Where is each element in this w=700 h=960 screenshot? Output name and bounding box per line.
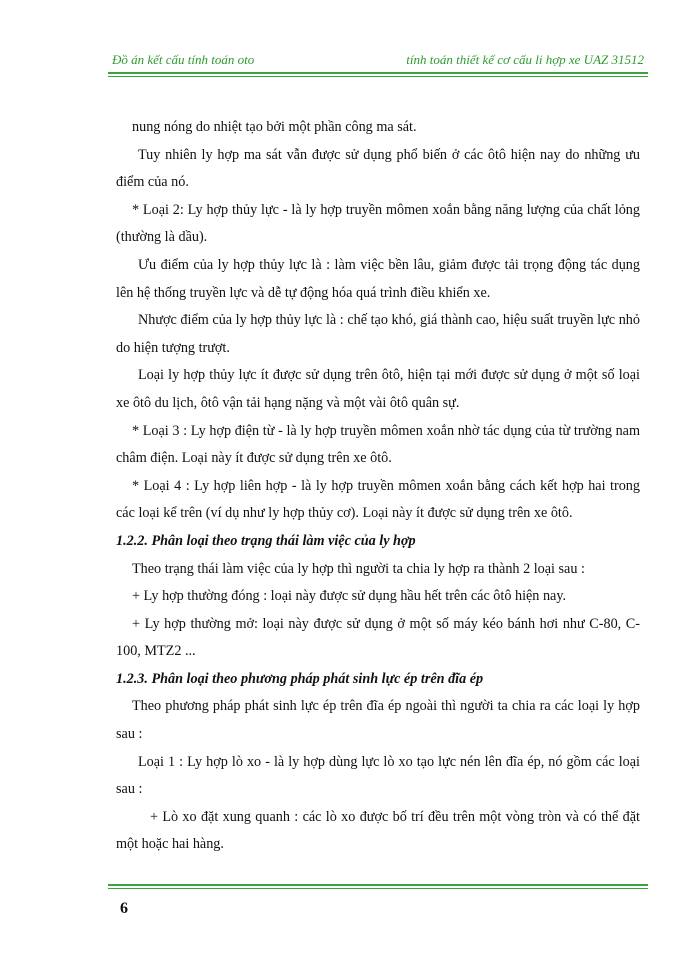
paragraph: nung nóng do nhiệt tạo bởi một phần công ma sát. [132, 119, 417, 135]
paragraph: Loại 1 : Ly hợp lò xo - là ly hợp dùng lực lò xo tạo lực nén lên đĩa ép, nó gồm các loại sau : [116, 753, 640, 798]
paragraph: Theo phương pháp phát sinh lực ép trên đĩa ép ngoài thì người ta chia ra các loại ly hợp sau : [116, 698, 640, 743]
paragraph: Nhược điểm của ly hợp thủy lực là : chế tạo khó, giá thành cao, hiệu suất truyền lực nhỏ do hiện tượng trượt. [116, 312, 640, 356]
page-header [108, 52, 648, 72]
footer-rule [108, 884, 648, 886]
header-rule-thin [108, 76, 648, 77]
paragraph: * Loại 2: Ly hợp thủy lực - là ly hợp truyền mômen xoắn bằng năng lượng của chất lỏng (thường là dầu). [116, 201, 640, 246]
paragraph: * Loại 4 : Ly hợp liên hợp - là ly hợp truyền mômen xoắn bằng cách kết hợp hai trong các loại kể trên (ví dụ như ly hợp thủy cơ). Loại này ít được sử dụng trên xe ôtô. [116, 477, 640, 522]
header-left-title: Đồ án kết cấu tính toán oto [112, 52, 255, 67]
paragraph: Theo trạng thái làm việc của ly hợp thì người ta chia ly hợp ra thành 2 loại sau : [132, 560, 585, 577]
header-rule [108, 72, 648, 74]
paragraph: Tuy nhiên ly hợp ma sát vẫn được sử dụng phổ biến ở các ôtô hiện nay do những ưu điểm của nó. [116, 146, 640, 191]
document-body [116, 114, 640, 859]
section-heading: 1.2.3. Phân loại theo phương pháp phát sinh lực ép trên đĩa ép [116, 670, 484, 687]
list-item: + Ly hợp thường mở: loại này được sử dụng ở một số máy kéo bánh hơi như C-80, C-100, MTZ2 ... [116, 615, 640, 660]
list-item: + Ly hợp thường đóng : loại này được sử dụng hầu hết trên các ôtô hiện nay. [132, 588, 567, 605]
section-heading: 1.2.2. Phân loại theo trạng thái làm việc của ly hợp [116, 532, 416, 549]
paragraph: Ưu điểm của ly hợp thủy lực là : làm việc bền lâu, giảm được tải trọng động tác dụng lên hệ thống truyền lực và dễ tự động hóa quá trình điều khiển xe. [116, 256, 640, 301]
list-item: + Lò xo đặt xung quanh : các lò xo được bố trí đều trên một vòng tròn và có thể đặt một hoặc hai hàng. [116, 808, 640, 853]
header-right-title: tính toán thiết kế cơ cấu li hợp xe UAZ 31512 [406, 52, 644, 67]
page-number: 6 [120, 900, 128, 917]
footer-rule-thin [108, 888, 648, 889]
paragraph: * Loại 3 : Ly hợp điện từ - là ly hợp truyền mômen xoắn nhờ tác dụng của từ trường nam châm điện. Loại này ít được sử dụng trên xe ôtô. [116, 422, 640, 467]
paragraph: Loại ly hợp thủy lực ít được sử dụng trên ôtô, hiện tại mới được sử dụng ở một số loại xe ôtô du lịch, ôtô vận tải hạng nặng và một vài ôtô quân sự. [116, 367, 640, 411]
